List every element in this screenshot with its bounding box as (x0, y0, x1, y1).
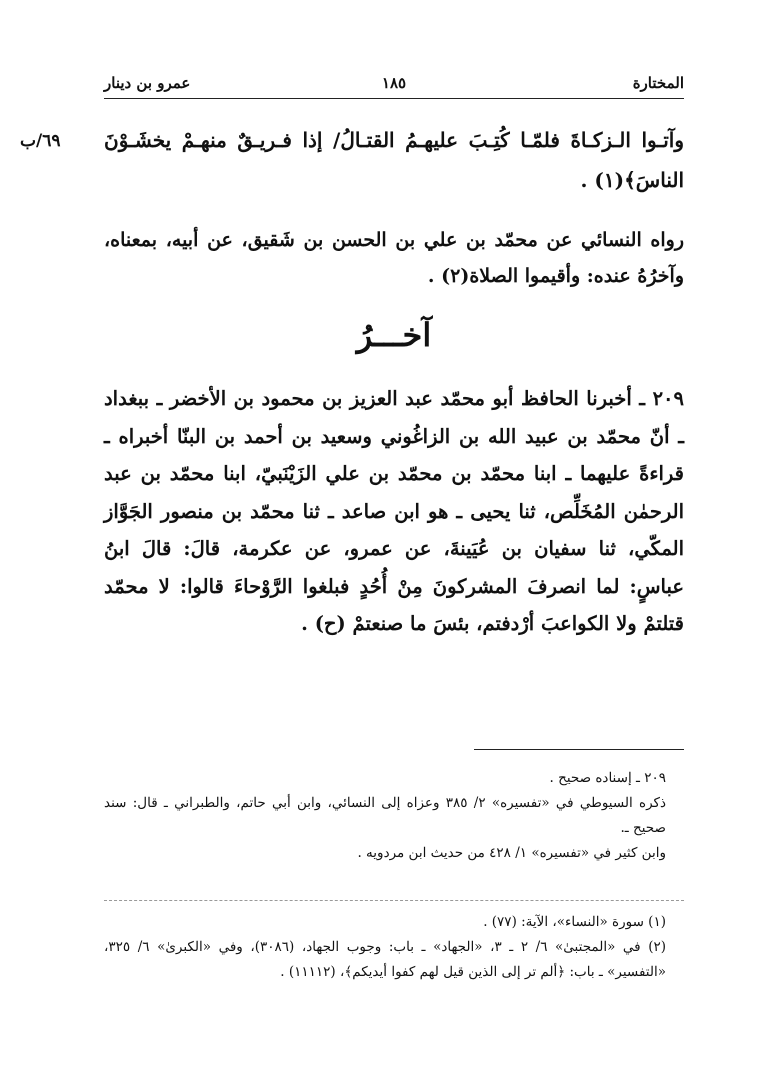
header-rule (104, 98, 684, 99)
footnote-line: وابن كثير في «تفسيره» ١/ ٤٢٨ من حديث ابن مردويه . (357, 845, 666, 861)
footnote-line: ذكره السيوطي في «تفسيره» ٢/ ٣٨٥ وعزاه إلى النسائي، وابن أبي حاتم، والطبراني ـ قال: سند صحيح ـ. (104, 795, 666, 836)
footnote-line: ٢٠٩ ـ إسناده صحيح . (549, 770, 666, 786)
verse-continuation: وآتـوا الـزكـاةَ فلمّـا كُتِـبَ عليهـمُ القتـالُ/ إذا فـريـقٌ منهـمْ يخشَـوْنَ الناسَ﴾(١) . (104, 128, 684, 192)
footnote-divider (104, 900, 684, 901)
header-book-title: المختارة (632, 74, 684, 92)
hadith-text: ٢٠٩ ـ أخبرنا الحافظ أبو محمّد عبد العزيز بن محمود بن الأخضر ـ ببغداد ـ أنّ محمّد بن عبيد الله بن الزاغُوني وسعيد بن أحمد بن البنّا أخبراه ـ قراءةً عليهما ـ ابنا محمّد بن محمّد بن علي الزَيْنَبيّ، ابنا محمّد بن عبد الرحمٰن المُخَلِّص، ثنا يحيى ـ هو ابن صاعد ـ ثنا محمّد بن منصور الجَوَّاز المكّي، ثنا سفيان بن عُيَينةَ، عن عمرو، عن عكرمة، قالَ: قالَ ابنُ عباسٍ: لما انصرفَ المشركونَ مِنْ أُحُدٍ فبلغوا الرَّوْحاءَ قالوا: لا محمّد قتلتمْ ولا الكواعبَ أرْدفتم، بئسَ ما صنعتمْ (ح) . (104, 387, 684, 635)
narration-paragraph: رواه النسائي عن محمّد بن علي بن الحسن بن شَقيق، عن أبيه، بمعناه، وآخرُهُ عنده: وأقيموا الصلاة(٢) . (104, 229, 684, 287)
page-number: ١٨٥ (381, 74, 407, 92)
footnote-rule (474, 749, 684, 750)
hadith-footnotes (104, 766, 684, 866)
page-footnotes (104, 910, 684, 985)
running-header (104, 72, 684, 98)
footnote-2: (٢) في «المجتبىٰ» ٦/ ٢ ـ ٣، «الجهاد» ـ باب: وجوب الجهاد، (٣٠٨٦)، وفي «الكبرىٰ» ٦/ ٣٢٥، «التفسير» ـ باب: ﴿ألم تر إلى الذين قيل لهم كفوا أيديكم﴾، (١١١١٢) . (104, 939, 667, 980)
manuscript-folio-note: ٦٩/ب (20, 131, 61, 151)
section-heading: آخـــرُ (356, 316, 432, 354)
header-chapter: عمرو بن دينار (104, 74, 191, 92)
footnote-1: (١) سورة «النساء»، الآية: (٧٧) . (483, 914, 666, 930)
